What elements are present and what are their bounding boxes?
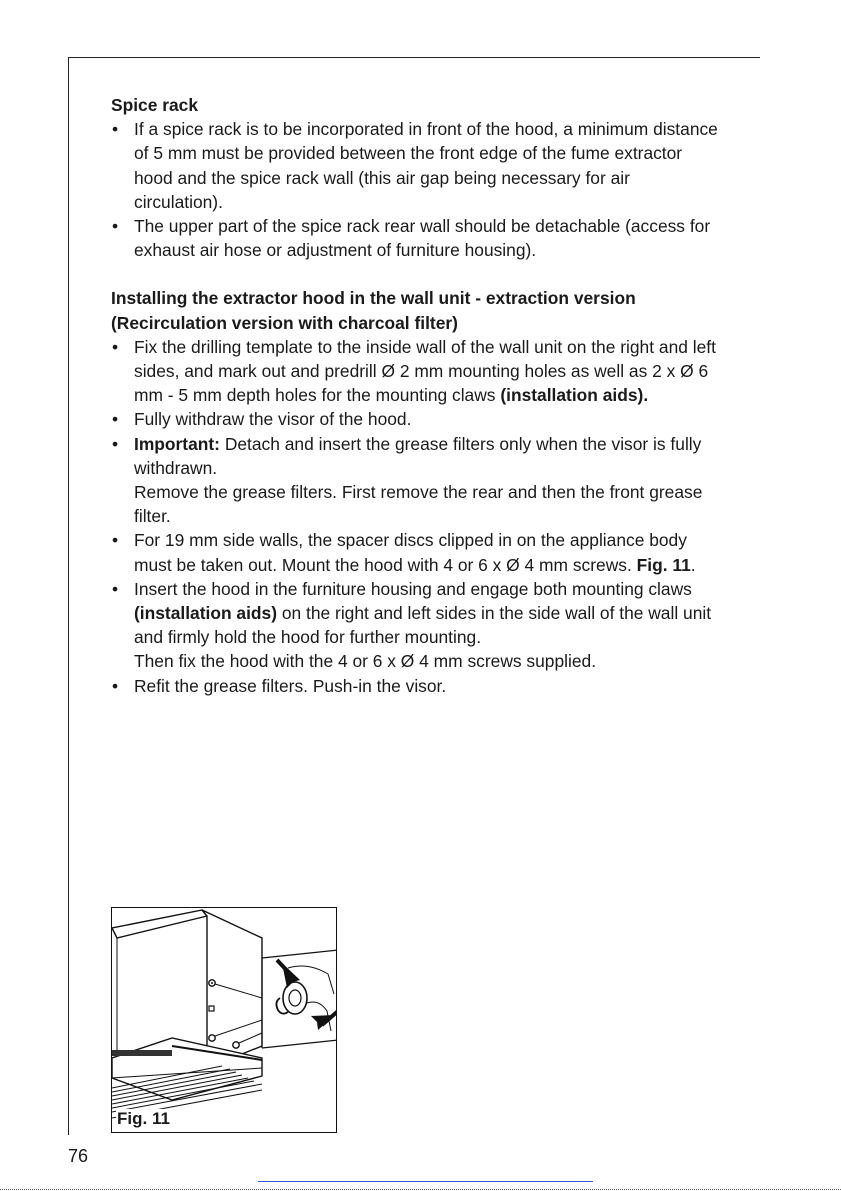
list-item [111,432,723,529]
figure-reference: Fig. 11 [636,554,691,575]
list-item [111,214,723,262]
bullet-icon: • [112,336,119,357]
figure-11 [111,907,337,1133]
list-item-text: Then fix the hood with the 4 or 6 x Ø 4 mm screws supplied. [134,651,597,672]
list-item [111,528,723,576]
list-item [111,335,723,408]
installing-heading-line1: Installing the extractor hood in the wall unit - extraction version [111,288,636,309]
bullet-icon: • [112,216,119,237]
page-content [111,93,723,698]
spice-rack-heading: Spice rack [111,95,199,115]
bullet-icon: • [112,409,119,430]
list-item-emphasis: Important: [134,433,220,454]
installing-heading [111,286,723,334]
list-item-emphasis: (installation aids). [500,385,649,406]
list-item-text: The upper part of the spice rack rear wall should be detachable (access for exhaust air hose or adjustment of furniture housing). [134,216,711,261]
installing-list [111,335,723,698]
hood-mounting-illustration [112,908,337,1133]
top-rule [68,57,760,58]
bullet-icon: • [112,578,119,599]
list-item [111,577,723,674]
installing-heading-line2: (Recirculation version with charcoal filter) [111,312,458,333]
list-item [111,407,723,431]
bullet-icon: • [112,675,119,696]
list-item-text: For 19 mm side walls, the spacer discs clipped in on the appliance body must be taken out. Mount the hood with 4 or 6 x Ø 4 mm screws. [134,530,687,575]
list-item-text: Insert the hood in the furniture housing and engage both mounting claws [134,578,692,599]
list-item [111,117,723,214]
footer-dotted-rule [0,1188,841,1190]
list-item [111,674,723,698]
spice-rack-list [111,117,723,262]
list-item-text: Refit the grease filters. Push-in the visor. [134,675,447,696]
bullet-icon: • [112,433,119,454]
list-item-text: Fix the drilling template to the inside wall of the wall unit on the right and left sides, and mark out and predrill Ø 2 mm mounting holes as well as 2 x Ø 6 mm - 5 mm depth holes for the mounting claws [134,336,716,406]
page-number: 76 [68,1146,89,1166]
list-item-text: Remove the grease filters. First remove the rear and then the front grease filter. [134,482,703,527]
bullet-icon: • [112,119,119,140]
figure-label: Fig. 11 [116,1109,173,1129]
left-margin-rule [68,57,69,1135]
list-item-text: . [690,554,696,575]
bullet-icon: • [112,530,119,551]
list-item-text: Detach and insert the grease filters only when the visor is fully withdrawn. [134,433,702,478]
list-item-emphasis: (installation aids) [134,603,278,624]
list-item-text: If a spice rack is to be incorporated in front of the hood, a minimum distance of 5 mm must be provided between the front edge of the fume extractor hood and the spice rack wall (this air gap being necessary for air circulation). [134,119,718,212]
list-item-text: on the right and left sides in the side wall of the wall unit and firmly hold the hood for further mounting. [134,603,712,648]
footer-link-underline[interactable] [258,1180,593,1182]
list-item-text: Fully withdraw the visor of the hood. [134,409,412,430]
